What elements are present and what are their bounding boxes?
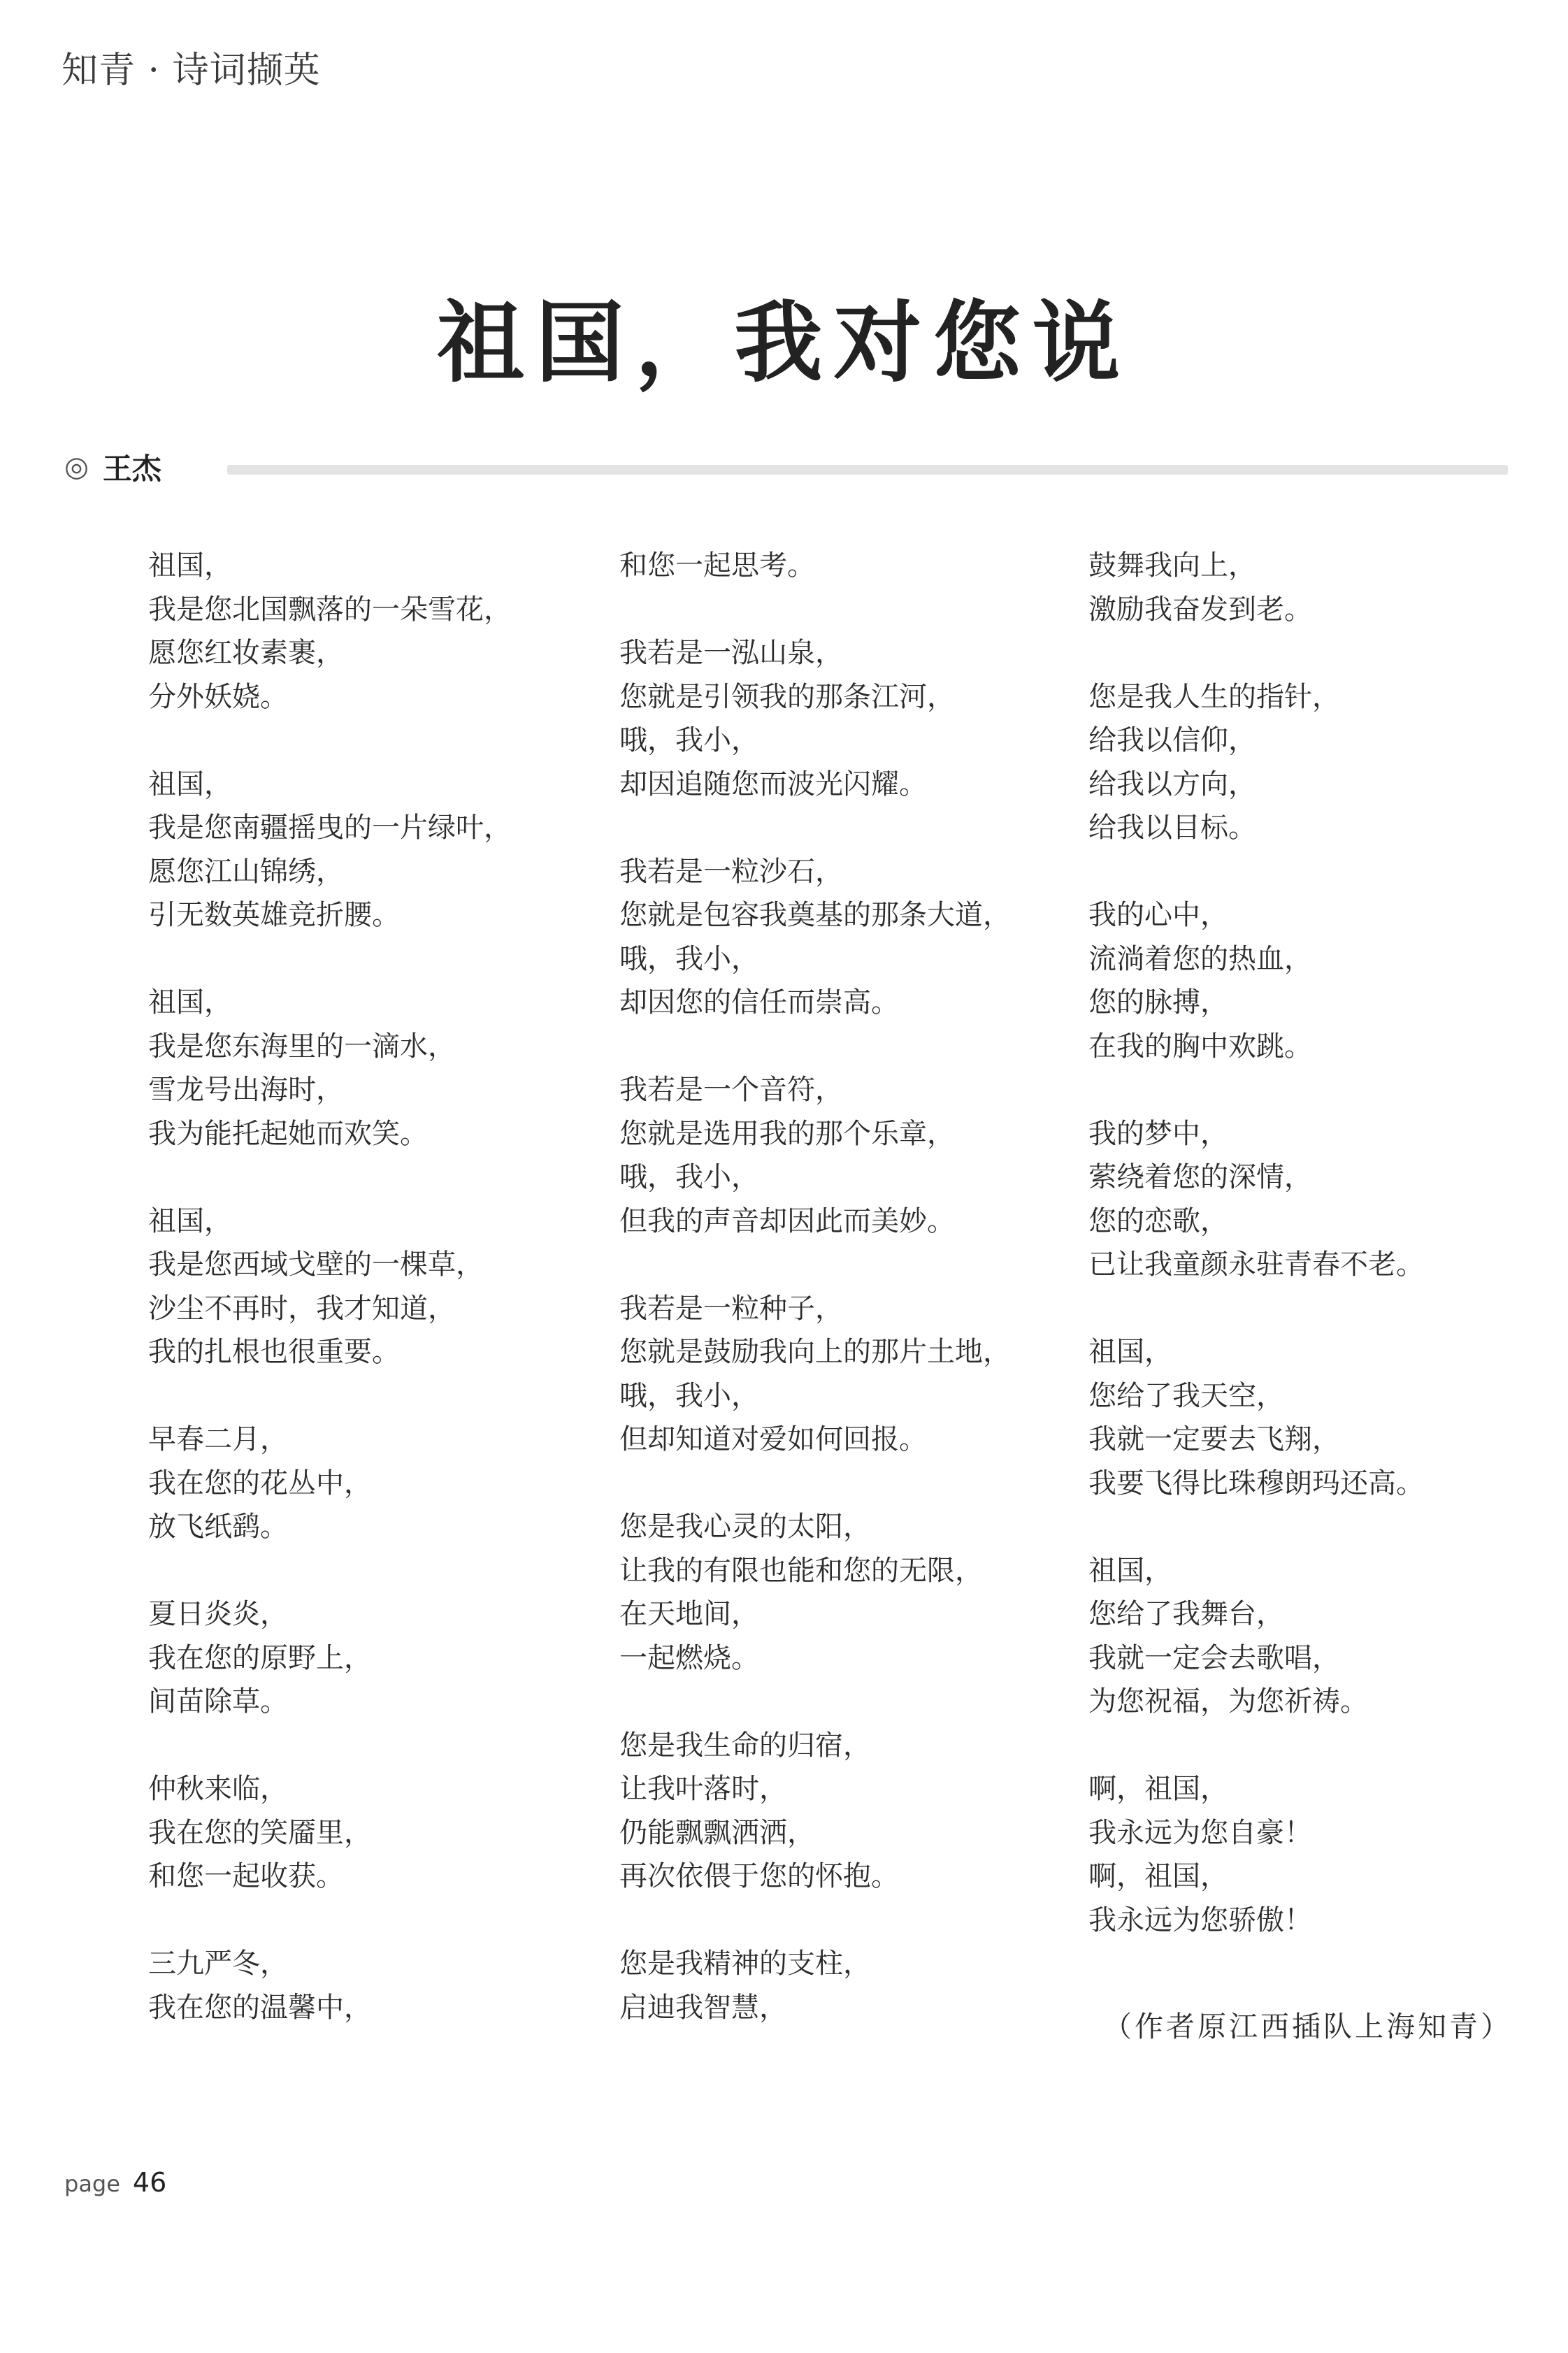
- poem-line: 我就一定要去飞翔，: [1088, 1423, 1340, 1455]
- poem-line: 我永远为您自豪！: [1088, 1816, 1312, 1849]
- poem-line: 啊，祖国，: [1088, 1860, 1228, 1892]
- stanza: [148, 1200, 512, 1374]
- poem-line: 放飞纸鹞。: [148, 1511, 288, 1543]
- poem-line: 却因您的信任而崇高。: [619, 986, 899, 1019]
- poem-line: 哦，我小，: [619, 724, 759, 756]
- poem-line: 鼓舞我向上，: [1088, 549, 1256, 582]
- stanza: [148, 1942, 512, 2029]
- stanza: [619, 1068, 1011, 1243]
- poem-line: 再次依偎于您的怀抱。: [619, 1860, 899, 1892]
- stanza: [1088, 675, 1424, 850]
- poem-title: 祖国，我对您说: [436, 292, 1132, 394]
- poem-line: 愿您江山锦绣，: [148, 855, 344, 888]
- poem-line: 您的脉搏，: [1088, 986, 1228, 1019]
- stanza: [619, 544, 1011, 588]
- poem-line: 哦，我小，: [619, 942, 759, 975]
- stanza: [1088, 544, 1424, 631]
- poem-line: 我要飞得比珠穆朗玛还高。: [1088, 1467, 1424, 1499]
- poem-line: 在天地间，: [619, 1598, 759, 1630]
- stanza: [1088, 1549, 1424, 1724]
- poem-line: 让我的有限也能和您的无限，: [619, 1554, 983, 1587]
- poem-line: 夏日炎炎，: [148, 1598, 288, 1630]
- page-number: 46: [132, 2167, 167, 2198]
- stanza: [148, 544, 512, 719]
- poem-line: 愿您红妆素裹，: [148, 637, 344, 669]
- poem-line: 您就是鼓励我向上的那片土地，: [619, 1336, 1011, 1368]
- poem-line: 和您一起思考。: [619, 549, 815, 582]
- stanza: [619, 1287, 1011, 1462]
- poem-line: 我是您东海里的一滴水，: [148, 1030, 456, 1063]
- poem-line: 我若是一粒种子，: [619, 1292, 843, 1325]
- poem-column-2: [619, 544, 1011, 2029]
- stanza: [148, 763, 512, 937]
- poem-line: 您就是引领我的那条江河，: [619, 680, 955, 713]
- poem-line: 哦，我小，: [619, 1161, 759, 1193]
- poem-line: 您是我生命的归宿，: [619, 1729, 871, 1762]
- poem-line: 祖国，: [1088, 1554, 1172, 1587]
- stanza: [148, 981, 512, 1156]
- stanza: [619, 1505, 1011, 1680]
- stanza: [1088, 1112, 1424, 1287]
- stanza: [619, 1942, 1011, 2029]
- poem-line: 却因追随您而波光闪耀。: [619, 768, 927, 800]
- stanza: [148, 1592, 512, 1724]
- poem-line: 和您一起收获。: [148, 1860, 344, 1892]
- poem-line: 雪龙号出海时，: [148, 1074, 344, 1106]
- poem-line: 您给了我舞台，: [1088, 1598, 1284, 1630]
- stanza: [619, 850, 1011, 1025]
- poem-line: 但却知道对爱如何回报。: [619, 1423, 927, 1455]
- poem-line: 三九严冬，: [148, 1948, 288, 1980]
- poem-line: 祖国，: [148, 549, 232, 582]
- author-name: 王杰: [102, 452, 161, 486]
- poem-line: 引无数英雄竞折腰。: [148, 899, 400, 931]
- poem-line: 萦绕着您的深情，: [1088, 1161, 1312, 1193]
- poem-column-3: [1088, 544, 1424, 1942]
- poem-line: 但我的声音却因此而美妙。: [619, 1204, 955, 1237]
- poem-line: 我在您的原野上，: [148, 1641, 372, 1674]
- poem-line: 早春二月，: [148, 1423, 288, 1455]
- poem-line: 流淌着您的热血，: [1088, 942, 1312, 975]
- poem-line: 我是您西域戈壁的一棵草，: [148, 1249, 484, 1281]
- page-label: page: [64, 2171, 120, 2197]
- poem-line: 我的扎根也很重要。: [148, 1336, 400, 1368]
- poem-line: 让我叶落时，: [619, 1773, 787, 1805]
- stanza: [148, 1418, 512, 1549]
- poem-line: 激励我奋发到老。: [1088, 593, 1312, 626]
- poem-line: 给我以目标。: [1088, 812, 1256, 844]
- poem-line: 我是您南疆摇曳的一片绿叶，: [148, 812, 512, 844]
- poem-line: 我若是一个音符，: [619, 1074, 843, 1106]
- stanza: [1088, 1767, 1424, 1942]
- poem-line: 您给了我天空，: [1088, 1379, 1284, 1412]
- poem-line: 分外妖娆。: [148, 680, 288, 713]
- poem-line: 您的恋歌，: [1088, 1204, 1228, 1237]
- poem-line: 我若是一粒沙石，: [619, 855, 843, 888]
- stanza: [619, 631, 1011, 806]
- poem-line: 我永远为您骄傲！: [1088, 1904, 1312, 1936]
- poem-line: 我的心中，: [1088, 899, 1228, 931]
- poem-line: 您是我人生的指针，: [1088, 680, 1340, 713]
- poem-line: 启迪我智慧，: [619, 1991, 787, 2024]
- stanza: [1088, 893, 1424, 1068]
- running-head: 知青 · 诗词撷英: [62, 50, 321, 92]
- byline: [64, 446, 161, 488]
- poem-line: 祖国，: [148, 1204, 232, 1237]
- stanza: [619, 1724, 1011, 1899]
- poem-line: 您是我精神的支柱，: [619, 1948, 871, 1980]
- poem-line: 哦，我小，: [619, 1379, 759, 1412]
- poem-line: 我为能托起她而欢笑。: [148, 1117, 428, 1150]
- poem-column-1: [148, 544, 512, 2029]
- poem-line: 已让我童颜永驻青春不老。: [1088, 1249, 1424, 1281]
- poem-line: 一起燃烧。: [619, 1641, 759, 1674]
- poem-line: 我在您的花丛中，: [148, 1467, 372, 1499]
- poem-line: 我在您的笑靥里，: [148, 1816, 372, 1849]
- poem-line: 仍能飘飘洒洒，: [619, 1816, 815, 1849]
- poem-line: 间苗除草。: [148, 1685, 288, 1718]
- poem-line: 我在您的温馨中，: [148, 1991, 372, 2024]
- poem-line: 您是我心灵的太阳，: [619, 1511, 871, 1543]
- page-footer: [64, 2167, 166, 2198]
- poem-line: 我就一定会去歌唱，: [1088, 1641, 1340, 1674]
- author-note: （作者原江西插队上海知青）: [1103, 2010, 1512, 2043]
- byline-mark-icon: ◎: [64, 451, 89, 483]
- poem-line: 我若是一泓山泉，: [619, 637, 843, 669]
- poem-line: 祖国，: [1088, 1336, 1172, 1368]
- poem-line: 祖国，: [148, 768, 232, 800]
- poem-line: 在我的胸中欢跳。: [1088, 1030, 1312, 1063]
- poem-line: 啊，祖国，: [1088, 1773, 1228, 1805]
- stanza: [148, 1767, 512, 1899]
- poem-line: 您就是选用我的那个乐章，: [619, 1117, 955, 1150]
- poem-line: 给我以信仰，: [1088, 724, 1256, 756]
- poem-line: 给我以方向，: [1088, 768, 1256, 800]
- poem-line: 仲秋来临，: [148, 1773, 288, 1805]
- stanza: [1088, 1330, 1424, 1505]
- poem-line: 您就是包容我奠基的那条大道，: [619, 899, 1011, 931]
- poem-line: 为您祝福，为您祈祷。: [1088, 1685, 1368, 1718]
- poem-line: 祖国，: [148, 986, 232, 1019]
- poem-line: 我的梦中，: [1088, 1117, 1228, 1150]
- poem-line: 我是您北国飘落的一朵雪花，: [148, 593, 512, 626]
- poem-line: 沙尘不再时，我才知道，: [148, 1292, 456, 1325]
- divider-rule: [227, 465, 1508, 475]
